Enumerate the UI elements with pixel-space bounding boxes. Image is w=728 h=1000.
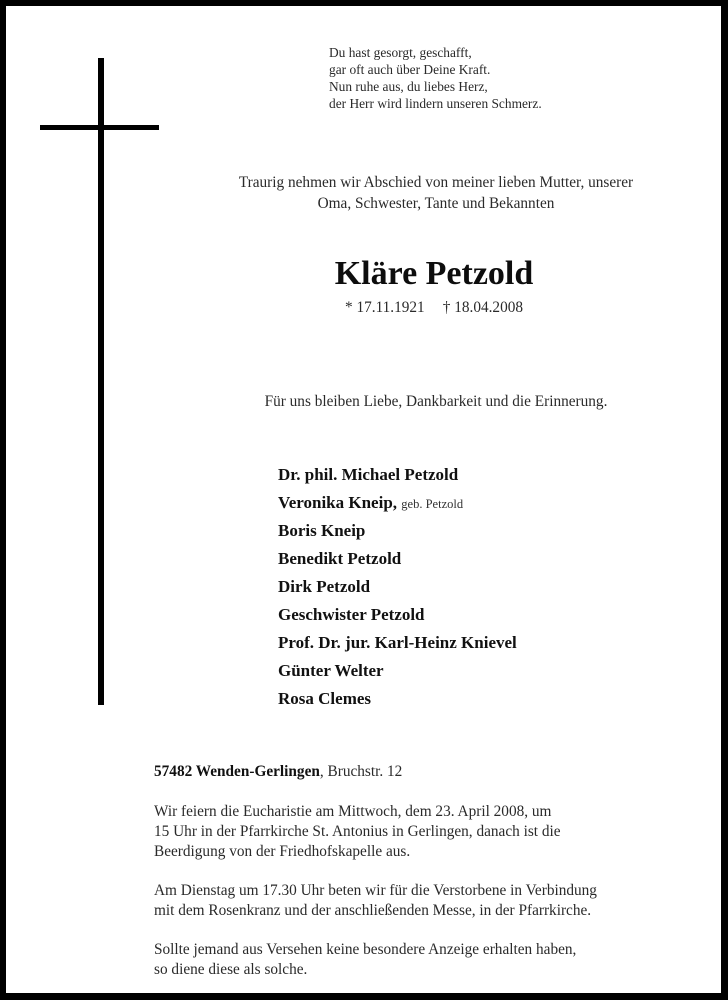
service-paragraph-eucharist: Wir feiern die Eucharistie am Mittwoch, dem 23. April 2008, um 15 Uhr in der Pfarrkirche St. Antonius in Gerlingen, danach ist die Beerdigung von der Friedhofskapelle aus. xyxy=(154,803,561,860)
verse-line: Du hast gesorgt, geschafft, xyxy=(329,45,472,60)
farewell-intro xyxy=(166,172,706,214)
family-address xyxy=(154,762,714,782)
memorial-verse xyxy=(329,44,542,112)
service-details xyxy=(154,762,714,999)
mourner-name: Dirk Petzold xyxy=(278,577,371,596)
verse-line: gar oft auch über Deine Kraft. xyxy=(329,62,491,77)
mourners-list xyxy=(278,461,517,713)
intro-line: Oma, Schwester, Tante und Bekannten xyxy=(317,195,555,212)
address-city: 57482 Wenden-Gerlingen xyxy=(154,763,320,780)
memorial-motto: Für uns bleiben Liebe, Dankbarkeit und die Erinnerung. xyxy=(264,393,608,410)
mourner-name: Benedikt Petzold xyxy=(278,549,402,568)
notice-paragraph: Sollte jemand aus Versehen keine besondere Anzeige erhalten haben, so diene diese als solche. xyxy=(154,941,577,978)
mourner-name: Boris Kneip xyxy=(278,521,366,540)
cross-icon-horizontal-bar xyxy=(40,125,159,130)
maiden-name: geb. Petzold xyxy=(401,497,464,511)
mourner-name: Geschwister Petzold xyxy=(278,605,425,624)
address-street: , Bruchstr. 12 xyxy=(319,763,403,780)
deceased-name: Kläre Petzold xyxy=(334,255,534,292)
life-dates xyxy=(206,298,662,318)
mourner-name: Dr. phil. Michael Petzold xyxy=(278,465,459,484)
mourner-name: Günter Welter xyxy=(278,661,384,680)
death-date: † 18.04.2008 xyxy=(442,299,524,316)
mourner-name: Rosa Clemes xyxy=(278,689,372,708)
cross-icon-vertical-bar xyxy=(98,58,104,705)
verse-line: der Herr wird lindern unseren Schmerz. xyxy=(329,96,542,111)
mourner-name: Veronika Kneip, geb. Petzold xyxy=(278,493,464,512)
birth-date: * 17.11.1921 xyxy=(344,299,425,316)
verse-line: Nun ruhe aus, du liebes Herz, xyxy=(329,79,488,94)
intro-line: Traurig nehmen wir Abschied von meiner lieben Mutter, unserer xyxy=(238,174,634,191)
service-paragraph-rosary: Am Dienstag um 17.30 Uhr beten wir für die Verstorbene in Verbindung mit dem Rosenkranz und der anschließenden Messe, in der Pfarrkirche. xyxy=(154,882,597,919)
mourner-name: Prof. Dr. jur. Karl-Heinz Knievel xyxy=(278,633,517,652)
